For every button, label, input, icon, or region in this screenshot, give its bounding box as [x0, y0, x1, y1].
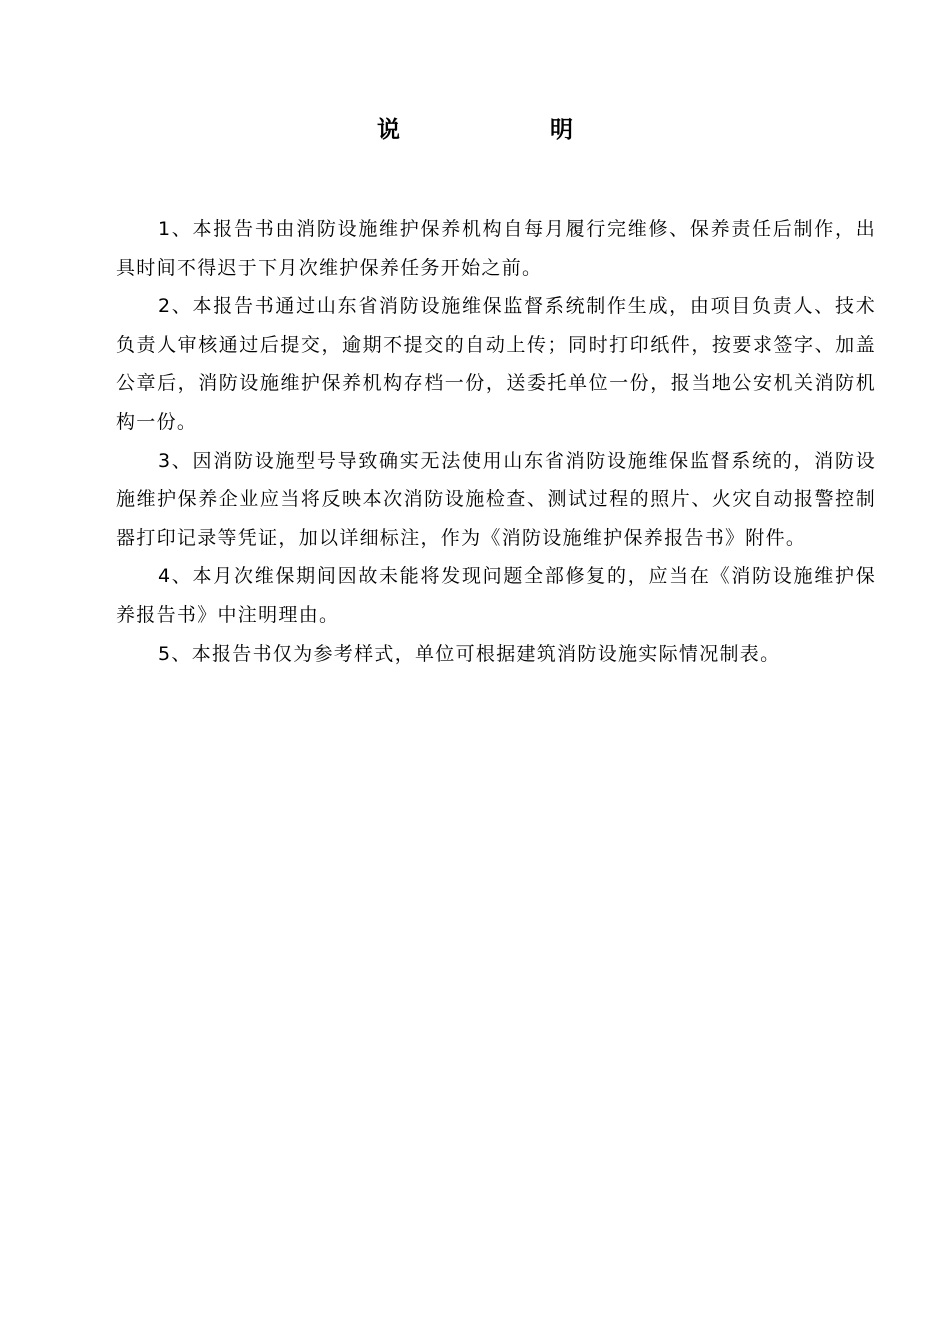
page-title-right-char: 明	[550, 117, 573, 143]
instruction-paragraph-3: 3、因消防设施型号导致确实无法使用山东省消防设施维保监督系统的，消防设施维护保养企业应当将反映本次消防设施检查、测试过程的照片、火灾自动报警控制器打印记录等凭证，加以详细标注，作为《消防设施维护保养报告书》附件。	[116, 449, 876, 549]
instruction-paragraph-2: 2、本报告书通过山东省消防设施维保监督系统制作生成，由项目负责人、技术负责人审核通过后提交，逾期不提交的自动上传；同时打印纸件，按要求签字、加盖公章后，消防设施维护保养机构存档一份，送委托单位一份，报当地公安机关消防机构一份。	[116, 295, 876, 433]
instruction-paragraph-1: 1、本报告书由消防设施维护保养机构自每月履行完维修、保养责任后制作，出具时间不得迟于下月次维护保养任务开始之前。	[116, 218, 876, 279]
instructions-body	[116, 210, 876, 673]
page-title-left-char: 说	[377, 117, 400, 143]
instruction-paragraph-5: 5、本报告书仅为参考样式，单位可根据建筑消防设施实际情况制表。	[158, 642, 781, 665]
instruction-paragraph-4: 4、本月次维保期间因故未能将发现问题全部修复的，应当在《消防设施维护保养报告书》中注明理由。	[116, 565, 876, 626]
page-title	[0, 113, 950, 147]
